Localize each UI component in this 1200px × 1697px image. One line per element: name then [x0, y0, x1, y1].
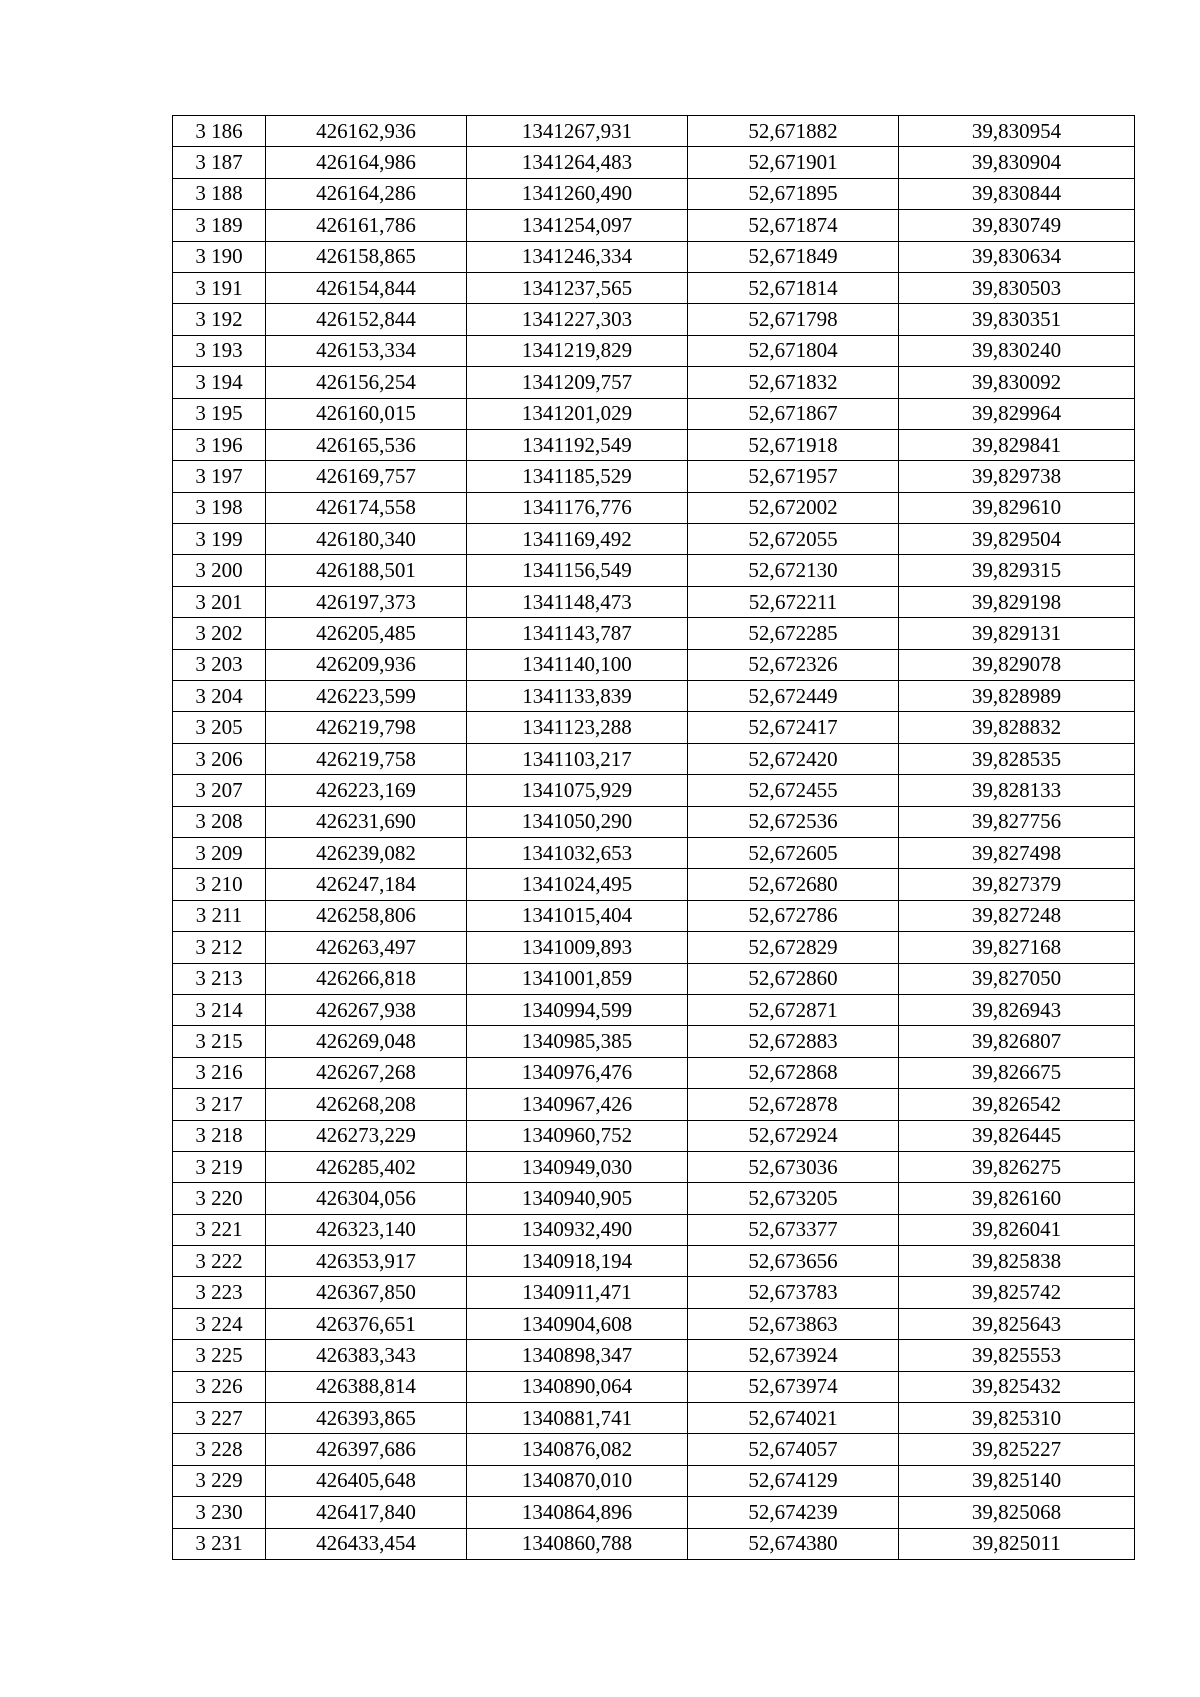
table-row [173, 649, 1135, 680]
longitude-cell: 39,827498 [899, 837, 1135, 868]
x-coordinate-cell: 426231,690 [266, 806, 467, 837]
y-coordinate-cell: 1341024,495 [467, 869, 688, 900]
y-coordinate-cell: 1340967,426 [467, 1089, 688, 1120]
x-coordinate-cell: 426161,786 [266, 210, 467, 241]
longitude-cell: 39,825011 [899, 1528, 1135, 1559]
longitude-cell: 39,827248 [899, 900, 1135, 931]
point-number-cell: 3 201 [173, 586, 266, 617]
table-row [173, 210, 1135, 241]
table-row [173, 398, 1135, 429]
point-number-cell: 3 195 [173, 398, 266, 429]
table-row [173, 1026, 1135, 1057]
latitude-cell: 52,674129 [688, 1465, 899, 1496]
latitude-cell: 52,672285 [688, 618, 899, 649]
table-row [173, 178, 1135, 209]
x-coordinate-cell: 426223,599 [266, 681, 467, 712]
latitude-cell: 52,671832 [688, 367, 899, 398]
x-coordinate-cell: 426188,501 [266, 555, 467, 586]
longitude-cell: 39,829198 [899, 586, 1135, 617]
x-coordinate-cell: 426367,850 [266, 1277, 467, 1308]
longitude-cell: 39,825140 [899, 1465, 1135, 1496]
x-coordinate-cell: 426247,184 [266, 869, 467, 900]
longitude-cell: 39,830634 [899, 241, 1135, 272]
table-row [173, 618, 1135, 649]
table-row [173, 869, 1135, 900]
x-coordinate-cell: 426156,254 [266, 367, 467, 398]
longitude-cell: 39,826542 [899, 1089, 1135, 1120]
y-coordinate-cell: 1341267,931 [467, 116, 688, 147]
point-number-cell: 3 226 [173, 1371, 266, 1402]
table-row [173, 1246, 1135, 1277]
latitude-cell: 52,674057 [688, 1434, 899, 1465]
table-row [173, 555, 1135, 586]
longitude-cell: 39,829131 [899, 618, 1135, 649]
x-coordinate-cell: 426433,454 [266, 1528, 467, 1559]
table-row [173, 743, 1135, 774]
point-number-cell: 3 192 [173, 304, 266, 335]
y-coordinate-cell: 1340949,030 [467, 1151, 688, 1182]
table-row [173, 1308, 1135, 1339]
y-coordinate-cell: 1341156,549 [467, 555, 688, 586]
y-coordinate-cell: 1341123,288 [467, 712, 688, 743]
point-number-cell: 3 219 [173, 1151, 266, 1182]
latitude-cell: 52,671895 [688, 178, 899, 209]
y-coordinate-cell: 1341143,787 [467, 618, 688, 649]
longitude-cell: 39,828832 [899, 712, 1135, 743]
table-row [173, 1089, 1135, 1120]
point-number-cell: 3 203 [173, 649, 266, 680]
y-coordinate-cell: 1340985,385 [467, 1026, 688, 1057]
x-coordinate-cell: 426154,844 [266, 272, 467, 303]
x-coordinate-cell: 426353,917 [266, 1246, 467, 1277]
point-number-cell: 3 210 [173, 869, 266, 900]
point-number-cell: 3 191 [173, 272, 266, 303]
x-coordinate-cell: 426153,334 [266, 335, 467, 366]
x-coordinate-cell: 426258,806 [266, 900, 467, 931]
longitude-cell: 39,826275 [899, 1151, 1135, 1182]
point-number-cell: 3 207 [173, 775, 266, 806]
x-coordinate-cell: 426267,938 [266, 994, 467, 1025]
latitude-cell: 52,672680 [688, 869, 899, 900]
point-number-cell: 3 214 [173, 994, 266, 1025]
point-number-cell: 3 220 [173, 1183, 266, 1214]
longitude-cell: 39,830904 [899, 147, 1135, 178]
table-row [173, 1403, 1135, 1434]
point-number-cell: 3 230 [173, 1497, 266, 1528]
latitude-cell: 52,673205 [688, 1183, 899, 1214]
point-number-cell: 3 209 [173, 837, 266, 868]
x-coordinate-cell: 426152,844 [266, 304, 467, 335]
point-number-cell: 3 208 [173, 806, 266, 837]
latitude-cell: 52,672055 [688, 524, 899, 555]
latitude-cell: 52,671849 [688, 241, 899, 272]
table-row [173, 806, 1135, 837]
x-coordinate-cell: 426209,936 [266, 649, 467, 680]
table-row [173, 304, 1135, 335]
table-row [173, 524, 1135, 555]
x-coordinate-cell: 426197,373 [266, 586, 467, 617]
y-coordinate-cell: 1341140,100 [467, 649, 688, 680]
latitude-cell: 52,673783 [688, 1277, 899, 1308]
point-number-cell: 3 205 [173, 712, 266, 743]
x-coordinate-cell: 426266,818 [266, 963, 467, 994]
table-row [173, 837, 1135, 868]
y-coordinate-cell: 1340960,752 [467, 1120, 688, 1151]
longitude-cell: 39,830092 [899, 367, 1135, 398]
x-coordinate-cell: 426393,865 [266, 1403, 467, 1434]
table-row [173, 461, 1135, 492]
longitude-cell: 39,826445 [899, 1120, 1135, 1151]
x-coordinate-cell: 426397,686 [266, 1434, 467, 1465]
y-coordinate-cell: 1341148,473 [467, 586, 688, 617]
point-number-cell: 3 217 [173, 1089, 266, 1120]
longitude-cell: 39,829504 [899, 524, 1135, 555]
longitude-cell: 39,829964 [899, 398, 1135, 429]
latitude-cell: 52,671798 [688, 304, 899, 335]
y-coordinate-cell: 1341185,529 [467, 461, 688, 492]
longitude-cell: 39,825742 [899, 1277, 1135, 1308]
y-coordinate-cell: 1341201,029 [467, 398, 688, 429]
longitude-cell: 39,829078 [899, 649, 1135, 680]
latitude-cell: 52,672860 [688, 963, 899, 994]
x-coordinate-cell: 426165,536 [266, 429, 467, 460]
y-coordinate-cell: 1341192,549 [467, 429, 688, 460]
x-coordinate-cell: 426273,229 [266, 1120, 467, 1151]
point-number-cell: 3 222 [173, 1246, 266, 1277]
x-coordinate-cell: 426417,840 [266, 1497, 467, 1528]
y-coordinate-cell: 1341009,893 [467, 932, 688, 963]
x-coordinate-cell: 426239,082 [266, 837, 467, 868]
y-coordinate-cell: 1340876,082 [467, 1434, 688, 1465]
latitude-cell: 52,674239 [688, 1497, 899, 1528]
latitude-cell: 52,672449 [688, 681, 899, 712]
longitude-cell: 39,829610 [899, 492, 1135, 523]
x-coordinate-cell: 426323,140 [266, 1214, 467, 1245]
y-coordinate-cell: 1340932,490 [467, 1214, 688, 1245]
table-row [173, 429, 1135, 460]
latitude-cell: 52,672924 [688, 1120, 899, 1151]
x-coordinate-cell: 426223,169 [266, 775, 467, 806]
longitude-cell: 39,830954 [899, 116, 1135, 147]
point-number-cell: 3 204 [173, 681, 266, 712]
table-row [173, 1434, 1135, 1465]
y-coordinate-cell: 1341227,303 [467, 304, 688, 335]
table-row [173, 900, 1135, 931]
table-row [173, 147, 1135, 178]
latitude-cell: 52,674380 [688, 1528, 899, 1559]
point-number-cell: 3 187 [173, 147, 266, 178]
point-number-cell: 3 223 [173, 1277, 266, 1308]
longitude-cell: 39,826943 [899, 994, 1135, 1025]
point-number-cell: 3 224 [173, 1308, 266, 1339]
x-coordinate-cell: 426285,402 [266, 1151, 467, 1182]
longitude-cell: 39,827756 [899, 806, 1135, 837]
y-coordinate-cell: 1341209,757 [467, 367, 688, 398]
latitude-cell: 52,672829 [688, 932, 899, 963]
point-number-cell: 3 197 [173, 461, 266, 492]
x-coordinate-cell: 426219,798 [266, 712, 467, 743]
point-number-cell: 3 212 [173, 932, 266, 963]
latitude-cell: 52,673377 [688, 1214, 899, 1245]
x-coordinate-cell: 426164,986 [266, 147, 467, 178]
y-coordinate-cell: 1341176,776 [467, 492, 688, 523]
latitude-cell: 52,671804 [688, 335, 899, 366]
longitude-cell: 39,829738 [899, 461, 1135, 492]
point-number-cell: 3 213 [173, 963, 266, 994]
x-coordinate-cell: 426267,268 [266, 1057, 467, 1088]
y-coordinate-cell: 1340881,741 [467, 1403, 688, 1434]
y-coordinate-cell: 1340864,896 [467, 1497, 688, 1528]
y-coordinate-cell: 1340911,471 [467, 1277, 688, 1308]
longitude-cell: 39,828535 [899, 743, 1135, 774]
latitude-cell: 52,672417 [688, 712, 899, 743]
x-coordinate-cell: 426269,048 [266, 1026, 467, 1057]
x-coordinate-cell: 426162,936 [266, 116, 467, 147]
y-coordinate-cell: 1341050,290 [467, 806, 688, 837]
latitude-cell: 52,672605 [688, 837, 899, 868]
y-coordinate-cell: 1341001,859 [467, 963, 688, 994]
longitude-cell: 39,830351 [899, 304, 1135, 335]
x-coordinate-cell: 426304,056 [266, 1183, 467, 1214]
longitude-cell: 39,826160 [899, 1183, 1135, 1214]
y-coordinate-cell: 1341254,097 [467, 210, 688, 241]
longitude-cell: 39,825553 [899, 1340, 1135, 1371]
point-number-cell: 3 189 [173, 210, 266, 241]
x-coordinate-cell: 426405,648 [266, 1465, 467, 1496]
x-coordinate-cell: 426169,757 [266, 461, 467, 492]
coordinates-table [172, 115, 1135, 1560]
point-number-cell: 3 216 [173, 1057, 266, 1088]
table-row [173, 1371, 1135, 1402]
latitude-cell: 52,672883 [688, 1026, 899, 1057]
y-coordinate-cell: 1340890,064 [467, 1371, 688, 1402]
latitude-cell: 52,671901 [688, 147, 899, 178]
latitude-cell: 52,672786 [688, 900, 899, 931]
point-number-cell: 3 211 [173, 900, 266, 931]
longitude-cell: 39,825432 [899, 1371, 1135, 1402]
table-row [173, 1214, 1135, 1245]
latitude-cell: 52,671882 [688, 116, 899, 147]
y-coordinate-cell: 1341032,653 [467, 837, 688, 868]
x-coordinate-cell: 426263,497 [266, 932, 467, 963]
table-row [173, 1057, 1135, 1088]
table-row [173, 492, 1135, 523]
y-coordinate-cell: 1341133,839 [467, 681, 688, 712]
table-row [173, 1528, 1135, 1559]
longitude-cell: 39,830749 [899, 210, 1135, 241]
table-row [173, 1151, 1135, 1182]
table-row [173, 272, 1135, 303]
point-number-cell: 3 221 [173, 1214, 266, 1245]
point-number-cell: 3 228 [173, 1434, 266, 1465]
table-row [173, 712, 1135, 743]
table-row [173, 116, 1135, 147]
longitude-cell: 39,826807 [899, 1026, 1135, 1057]
latitude-cell: 52,671874 [688, 210, 899, 241]
x-coordinate-cell: 426205,485 [266, 618, 467, 649]
longitude-cell: 39,828989 [899, 681, 1135, 712]
point-number-cell: 3 196 [173, 429, 266, 460]
longitude-cell: 39,825643 [899, 1308, 1135, 1339]
latitude-cell: 52,671814 [688, 272, 899, 303]
latitude-cell: 52,672130 [688, 555, 899, 586]
longitude-cell: 39,826041 [899, 1214, 1135, 1245]
longitude-cell: 39,825068 [899, 1497, 1135, 1528]
latitude-cell: 52,671867 [688, 398, 899, 429]
latitude-cell: 52,672211 [688, 586, 899, 617]
latitude-cell: 52,672878 [688, 1089, 899, 1120]
latitude-cell: 52,673974 [688, 1371, 899, 1402]
longitude-cell: 39,827379 [899, 869, 1135, 900]
y-coordinate-cell: 1341237,565 [467, 272, 688, 303]
point-number-cell: 3 188 [173, 178, 266, 209]
y-coordinate-cell: 1340976,476 [467, 1057, 688, 1088]
latitude-cell: 52,671918 [688, 429, 899, 460]
table-row [173, 775, 1135, 806]
x-coordinate-cell: 426388,814 [266, 1371, 467, 1402]
y-coordinate-cell: 1340994,599 [467, 994, 688, 1025]
latitude-cell: 52,674021 [688, 1403, 899, 1434]
table-row [173, 586, 1135, 617]
point-number-cell: 3 229 [173, 1465, 266, 1496]
point-number-cell: 3 186 [173, 116, 266, 147]
point-number-cell: 3 206 [173, 743, 266, 774]
latitude-cell: 52,672868 [688, 1057, 899, 1088]
latitude-cell: 52,672455 [688, 775, 899, 806]
table-row [173, 367, 1135, 398]
table-row [173, 1277, 1135, 1308]
point-number-cell: 3 200 [173, 555, 266, 586]
point-number-cell: 3 227 [173, 1403, 266, 1434]
longitude-cell: 39,826675 [899, 1057, 1135, 1088]
table-row [173, 241, 1135, 272]
table-row [173, 1465, 1135, 1496]
y-coordinate-cell: 1340860,788 [467, 1528, 688, 1559]
x-coordinate-cell: 426268,208 [266, 1089, 467, 1120]
table-row [173, 963, 1135, 994]
y-coordinate-cell: 1340898,347 [467, 1340, 688, 1371]
longitude-cell: 39,830240 [899, 335, 1135, 366]
longitude-cell: 39,830503 [899, 272, 1135, 303]
longitude-cell: 39,829315 [899, 555, 1135, 586]
longitude-cell: 39,825227 [899, 1434, 1135, 1465]
point-number-cell: 3 194 [173, 367, 266, 398]
latitude-cell: 52,672420 [688, 743, 899, 774]
table-row [173, 1183, 1135, 1214]
latitude-cell: 52,673036 [688, 1151, 899, 1182]
table-row [173, 1340, 1135, 1371]
y-coordinate-cell: 1341219,829 [467, 335, 688, 366]
y-coordinate-cell: 1341075,929 [467, 775, 688, 806]
y-coordinate-cell: 1341169,492 [467, 524, 688, 555]
y-coordinate-cell: 1341015,404 [467, 900, 688, 931]
longitude-cell: 39,825838 [899, 1246, 1135, 1277]
point-number-cell: 3 193 [173, 335, 266, 366]
point-number-cell: 3 202 [173, 618, 266, 649]
point-number-cell: 3 215 [173, 1026, 266, 1057]
x-coordinate-cell: 426160,015 [266, 398, 467, 429]
longitude-cell: 39,827050 [899, 963, 1135, 994]
y-coordinate-cell: 1340870,010 [467, 1465, 688, 1496]
y-coordinate-cell: 1340904,608 [467, 1308, 688, 1339]
latitude-cell: 52,672002 [688, 492, 899, 523]
point-number-cell: 3 225 [173, 1340, 266, 1371]
point-number-cell: 3 231 [173, 1528, 266, 1559]
x-coordinate-cell: 426180,340 [266, 524, 467, 555]
longitude-cell: 39,827168 [899, 932, 1135, 963]
y-coordinate-cell: 1341260,490 [467, 178, 688, 209]
latitude-cell: 52,672536 [688, 806, 899, 837]
coordinates-table-body [173, 116, 1135, 1560]
longitude-cell: 39,829841 [899, 429, 1135, 460]
x-coordinate-cell: 426174,558 [266, 492, 467, 523]
x-coordinate-cell: 426158,865 [266, 241, 467, 272]
x-coordinate-cell: 426219,758 [266, 743, 467, 774]
point-number-cell: 3 190 [173, 241, 266, 272]
longitude-cell: 39,830844 [899, 178, 1135, 209]
latitude-cell: 52,671957 [688, 461, 899, 492]
table-row [173, 681, 1135, 712]
y-coordinate-cell: 1341246,334 [467, 241, 688, 272]
point-number-cell: 3 218 [173, 1120, 266, 1151]
longitude-cell: 39,828133 [899, 775, 1135, 806]
x-coordinate-cell: 426376,651 [266, 1308, 467, 1339]
table-row [173, 1120, 1135, 1151]
longitude-cell: 39,825310 [899, 1403, 1135, 1434]
y-coordinate-cell: 1340940,905 [467, 1183, 688, 1214]
y-coordinate-cell: 1340918,194 [467, 1246, 688, 1277]
x-coordinate-cell: 426383,343 [266, 1340, 467, 1371]
latitude-cell: 52,673924 [688, 1340, 899, 1371]
table-row [173, 1497, 1135, 1528]
table-row [173, 335, 1135, 366]
table-row [173, 932, 1135, 963]
latitude-cell: 52,673656 [688, 1246, 899, 1277]
point-number-cell: 3 198 [173, 492, 266, 523]
x-coordinate-cell: 426164,286 [266, 178, 467, 209]
latitude-cell: 52,672871 [688, 994, 899, 1025]
latitude-cell: 52,673863 [688, 1308, 899, 1339]
y-coordinate-cell: 1341264,483 [467, 147, 688, 178]
table-row [173, 994, 1135, 1025]
latitude-cell: 52,672326 [688, 649, 899, 680]
point-number-cell: 3 199 [173, 524, 266, 555]
y-coordinate-cell: 1341103,217 [467, 743, 688, 774]
